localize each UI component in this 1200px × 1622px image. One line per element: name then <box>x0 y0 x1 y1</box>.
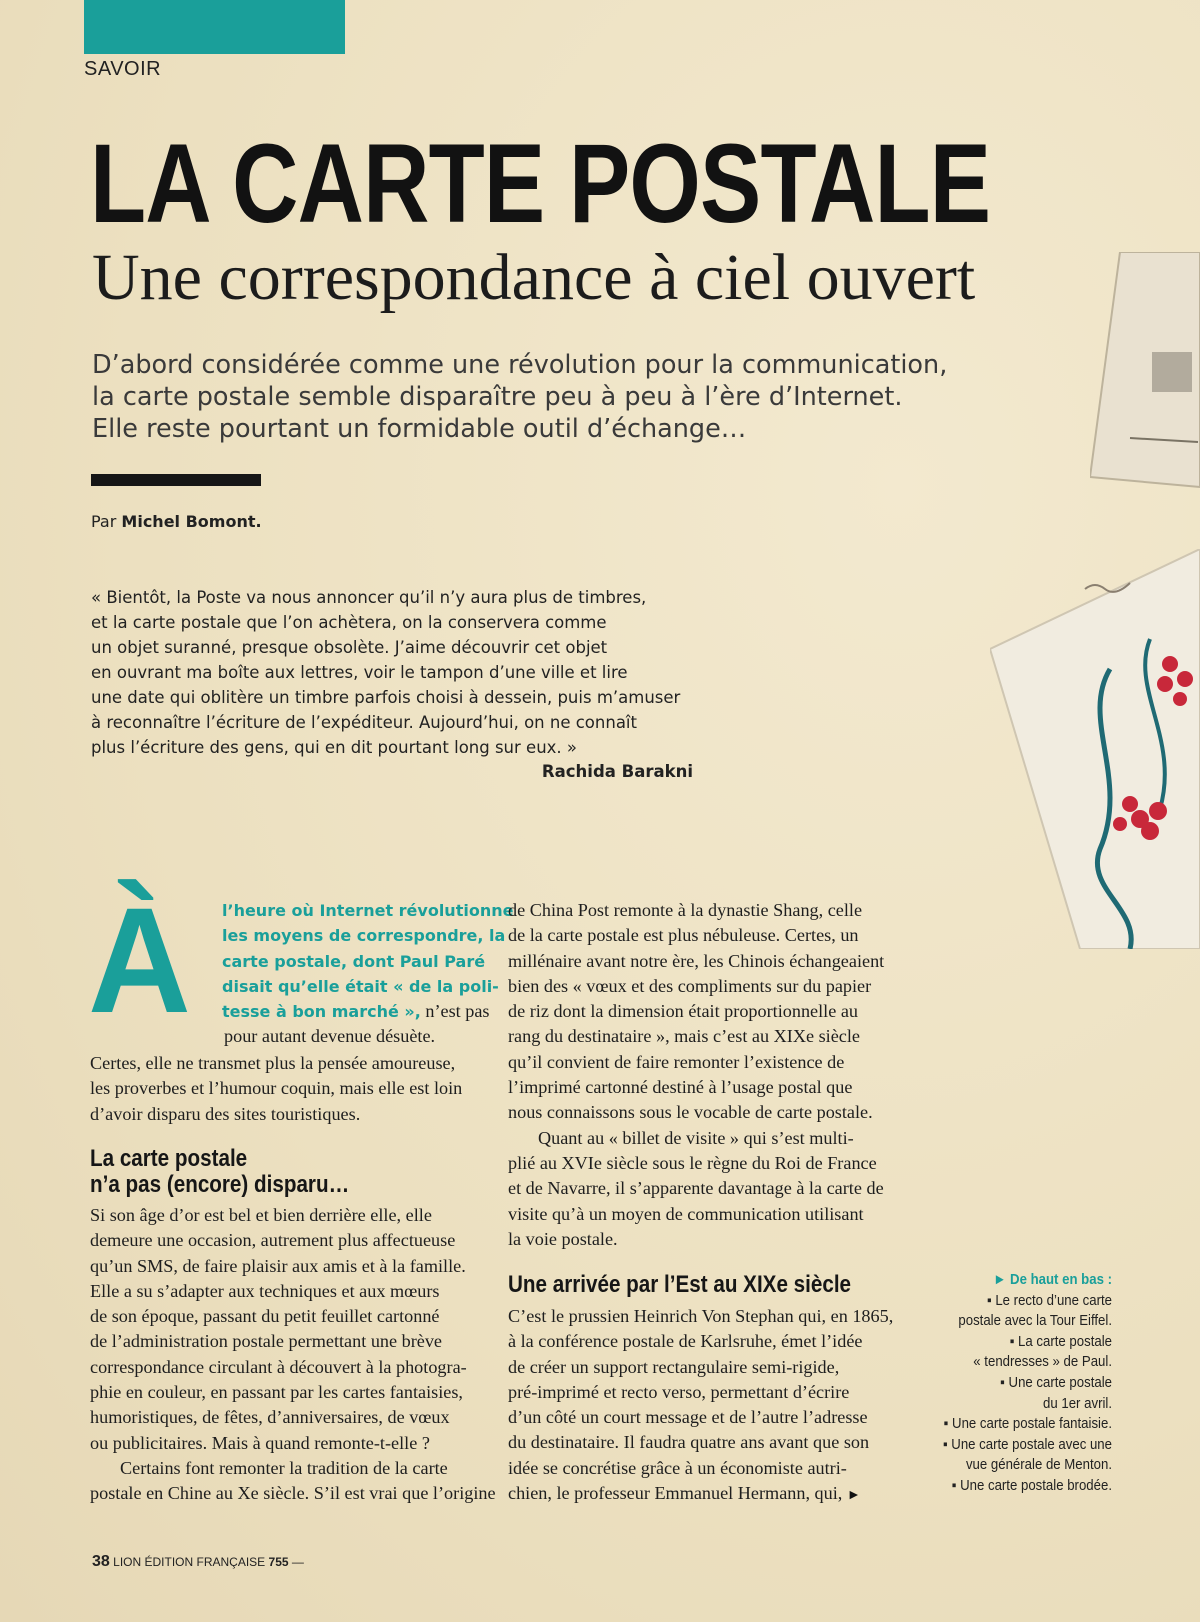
caption-line: ▪ Le recto d’une carte <box>986 1291 1112 1309</box>
body-line: Si son âge d’or est bel et bien derrière elle, elle <box>90 1205 432 1225</box>
section-heading <box>90 1146 349 1198</box>
page-footer <box>92 1553 304 1571</box>
image-caption <box>852 1270 1112 1497</box>
body-line: qu’il convient de faire remonter l’existence de <box>508 1051 845 1072</box>
caption-line: postale avec la Tour Eiffel. <box>958 1312 1112 1330</box>
section-heading: Une arrivée par l’Est au XIXe siècle <box>508 1271 852 1298</box>
body-line: de China Post remonte à la dynastie Shang, celle <box>508 900 863 920</box>
body-line: nous connaissons sous le vocable de carte postale. <box>508 1102 873 1123</box>
body-line: Certains font remonter la tradition de la carte <box>120 1457 448 1478</box>
intro-line: l’heure où Internet révolutionne <box>222 901 514 920</box>
page-number: 38 <box>92 1553 110 1570</box>
body-line: de créer un support rectangulaire semi-rigide, <box>508 1356 840 1377</box>
lead-paragraph <box>92 349 952 445</box>
caption-line: du 1er avril. <box>1043 1394 1112 1412</box>
body-line: de la carte postale est plus nébuleuse. Certes, un <box>508 925 859 946</box>
body-line: correspondance circulant à découvert à la photogra- <box>90 1356 467 1377</box>
quote-line: et la carte postale que l’on achètera, on la conservera comme <box>91 613 607 632</box>
body-line: ou publicitaires. Mais à quand remonte-t-elle ? <box>90 1432 430 1453</box>
body-line: phie en couleur, en passant par les cartes fantaisies, <box>90 1382 463 1403</box>
quote-line: « Bientôt, la Poste va nous annoncer qu’il n’y aura plus de timbres, <box>91 588 647 607</box>
body-line: visite qu’à un moyen de communication utilisant <box>508 1203 864 1224</box>
body-paragraph <box>90 1051 485 1127</box>
heading-line: n’a pas (encore) disparu… <box>90 1171 350 1198</box>
quote-author: Rachida Barakni <box>541 762 693 781</box>
divider-rule <box>91 474 261 486</box>
intro-line: disait qu’elle était « de la poli- <box>222 976 499 996</box>
body-line: Elle a su s’adapter aux techniques et aux mœurs <box>90 1280 440 1301</box>
intro-line: carte postale, dont Paul Paré <box>222 951 486 971</box>
body-line: l’imprimé cartonné destiné à l’usage postal que <box>508 1077 853 1098</box>
intro-line: pour autant devenue désuète. <box>224 1026 436 1047</box>
body-line: millénaire avant notre ère, les Chinois échangeaient <box>508 950 885 971</box>
caption-line: « tendresses » de Paul. <box>973 1353 1112 1371</box>
caption-line: ▪ La carte postale <box>1009 1332 1112 1350</box>
drop-cap: À <box>88 876 191 1044</box>
body-paragraph <box>508 898 903 1252</box>
caption-line: ▪ Une carte postale avec une <box>942 1435 1112 1453</box>
section-rubric: SAVOIR <box>84 58 162 80</box>
body-line: de riz dont la dimension était proportionnelle au <box>508 1001 859 1022</box>
body-line: chien, le professeur Emmanuel Hermann, qui, <box>508 1483 843 1504</box>
body-line: Certes, elle ne transmet plus la pensée amoureuse, <box>90 1053 456 1073</box>
caption-line: ▪ Une carte postale fantaisie. <box>943 1415 1112 1433</box>
embroidered-postcard-icon <box>990 549 1200 949</box>
quote-line: plus l’écriture des gens, qui en dit pourtant long sur eux. » <box>91 738 578 757</box>
body-line: et de Navarre, il s’apparente davantage à la carte de <box>508 1178 884 1199</box>
body-line: d’avoir disparu des sites touristiques. <box>90 1103 361 1124</box>
body-paragraph <box>508 1304 908 1508</box>
heading-line: La carte postale <box>90 1145 248 1172</box>
body-line: pré-imprimé et recto verso, permettant d’écrire <box>508 1381 850 1402</box>
footer-dash: — <box>291 1555 304 1569</box>
postcard-edge-icon <box>1090 252 1200 504</box>
body-line: du destinataire. Il faudra quatre ans avant que son <box>508 1432 870 1453</box>
caption-line: ▪ Une carte postale <box>1000 1373 1112 1391</box>
continue-arrow-icon: ► <box>846 1488 861 1504</box>
body-line: rang du destinataire », mais c’est au XIXe siècle <box>508 1026 860 1047</box>
quote-line: à reconnaître l’écriture de l’expéditeur. Aujourd’hui, on ne connaît <box>91 713 637 732</box>
caption-line: ▪ Une carte postale brodée. <box>951 1476 1112 1494</box>
body-line: bien des « vœux et des compliments sur du papier <box>508 975 872 996</box>
intro-line: tesse à bon marché », <box>222 1002 421 1022</box>
body-line: à la conférence postale de Karlsruhe, émet l’idée <box>508 1331 863 1352</box>
body-line: C’est le prussien Heinrich Von Stephan qui, en 1865, <box>508 1306 894 1326</box>
body-line: postale en Chine au Xe siècle. S’il est vrai que l’origine <box>90 1483 496 1504</box>
byline-prefix: Par <box>91 512 117 531</box>
quote-line: un objet suranné, presque obsolète. J’aime découvrir cet objet <box>91 638 608 657</box>
body-line: de son époque, passant du petit feuillet cartonné <box>90 1306 440 1327</box>
body-line: Quant au « billet de visite » qui s’est multi- <box>538 1127 854 1148</box>
quote-line: en ouvrant ma boîte aux lettres, voir le tampon d’une ville et lire <box>91 663 628 682</box>
body-line: humoristiques, de fêtes, d’anniversaires, de vœux <box>90 1407 450 1428</box>
body-line: les proverbes et l’humour coquin, mais elle est loin <box>90 1078 463 1099</box>
body-paragraph <box>90 1203 496 1507</box>
body-line: plié au XVIe siècle sous le règne du Roi de France <box>508 1152 877 1173</box>
lead-line: Elle reste pourtant un formidable outil d’échange… <box>92 414 747 444</box>
caption-heading: ► De haut en bas : <box>993 1271 1112 1288</box>
section-color-bar <box>84 0 345 54</box>
lead-line: D’abord considérée comme une révolution pour la communication, <box>92 350 948 380</box>
intro-paragraph <box>222 898 514 1050</box>
byline-author: Michel Bomont. <box>121 512 262 531</box>
issue-number: 755 <box>268 1555 289 1569</box>
body-line: d’un côté un court message et de l’autre l’adresse <box>508 1407 868 1428</box>
caption-line: vue générale de Menton. <box>965 1456 1112 1474</box>
body-line: idée se concrétise grâce à un économiste autri- <box>508 1457 847 1478</box>
intro-line: les moyens de correspondre, la <box>222 926 506 946</box>
pull-quote <box>91 585 711 760</box>
body-line: qu’un SMS, de faire plaisir aux amis et à la famille. <box>90 1255 466 1276</box>
lead-line: la carte postale semble disparaître peu à peu à l’ère d’Internet. <box>92 382 903 412</box>
page-subtitle: Une correspondance à ciel ouvert <box>92 241 976 314</box>
page-title: LA CARTE POSTALE <box>90 121 991 246</box>
body-line: de l’administration postale permettant une brève <box>90 1331 443 1352</box>
intro-line: n’est pas <box>420 1001 490 1022</box>
body-line: la voie postale. <box>508 1228 618 1249</box>
byline <box>91 512 262 531</box>
body-line: demeure une occasion, autrement plus affectueuse <box>90 1230 456 1251</box>
magazine-name: LION ÉDITION FRANÇAISE <box>113 1555 266 1569</box>
quote-line: une date qui oblitère un timbre parfois choisi à dessein, puis m’amuser <box>91 688 681 707</box>
